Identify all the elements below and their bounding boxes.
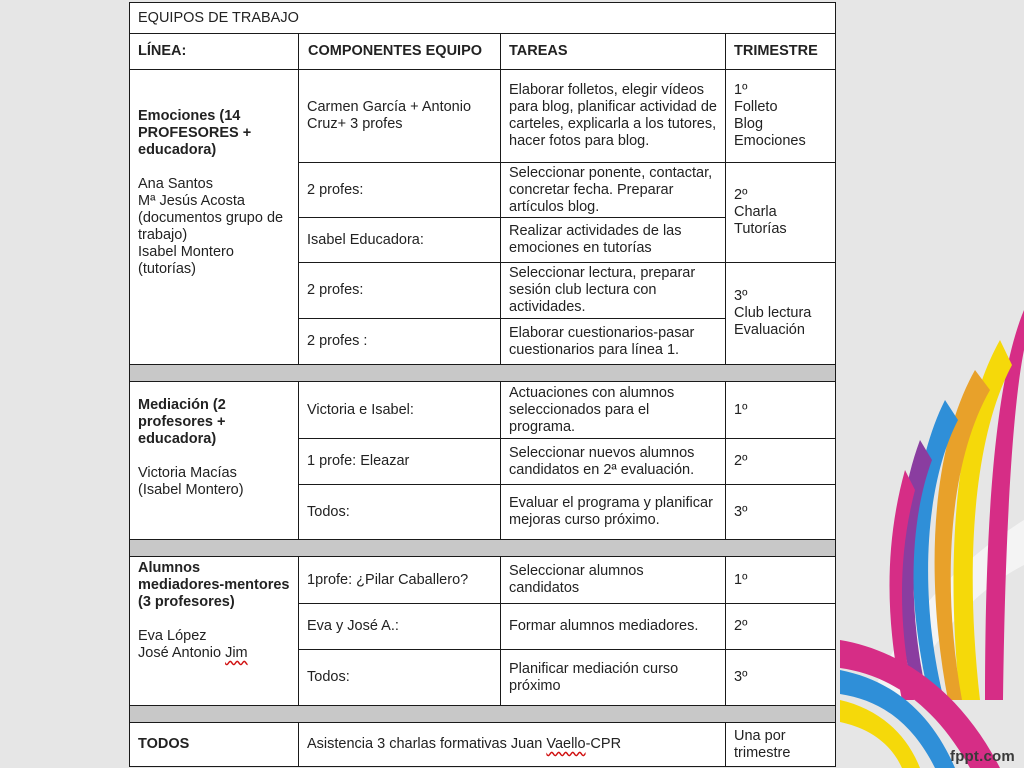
alumnos-comp-0: 1profe: ¿Pilar Caballero? xyxy=(298,556,501,604)
alumnos-linea-cell xyxy=(129,556,299,706)
mediacion-trim-0: 1º xyxy=(725,381,836,439)
emociones-linea-cell xyxy=(129,69,299,365)
equipos-table xyxy=(129,2,836,767)
emociones-comp-4: 2 profes : xyxy=(298,318,501,365)
emociones-trim-1: 1º Folleto Blog Emociones xyxy=(725,69,836,163)
mediacion-comp-0: Victoria e Isabel: xyxy=(298,381,501,439)
emociones-comp-2: Isabel Educadora: xyxy=(298,217,501,263)
mediacion-tarea-0: Actuaciones con alumnos seleccionados para el programa. xyxy=(500,381,726,439)
emociones-tarea-1: Seleccionar ponente, contactar, concretar fecha. Preparar artículos blog. xyxy=(500,162,726,218)
alumnos-comp-1: Eva y José A.: xyxy=(298,603,501,650)
alumnos-trim-1: 2º xyxy=(725,603,836,650)
emociones-tarea-3: Seleccionar lectura, preparar sesión club lectura con actividades. xyxy=(500,262,726,319)
emociones-trim-2: 2º Charla Tutorías xyxy=(725,162,836,263)
header-componentes: COMPONENTES EQUIPO xyxy=(298,33,501,70)
emociones-comp-1: 2 profes: xyxy=(298,162,501,218)
emociones-members: Ana Santos Mª Jesús Acosta (documentos grupo de trabajo) Isabel Montero (tutorías) xyxy=(138,176,284,277)
emociones-tarea-4: Elaborar cuestionarios-pasar cuestionarios para línea 1. xyxy=(500,318,726,365)
mediacion-trim-1: 2º xyxy=(725,438,836,485)
alumnos-tarea-0: Seleccionar alumnos candidatos xyxy=(500,556,726,604)
mediacion-title: Mediación (2 profesores + educadora) xyxy=(138,397,226,447)
alumnos-tarea-2: Planificar mediación curso próximo xyxy=(500,649,726,706)
alumnos-title: Alumnos mediadores-mentores (3 profesores) xyxy=(138,560,290,610)
alumnos-comp-2: Todos: xyxy=(298,649,501,706)
alumnos-trim-2: 3º xyxy=(725,649,836,706)
todos-trimestre: Una por trimestre xyxy=(725,722,836,767)
mediacion-linea-cell xyxy=(129,381,299,540)
table-title: EQUIPOS DE TRABAJO xyxy=(129,2,836,34)
todos-label: TODOS xyxy=(129,722,299,767)
emociones-trim-3: 3º Club lectura Evaluación xyxy=(725,262,836,365)
header-trimestre: TRIMESTRE xyxy=(725,33,836,70)
emociones-tarea-0: Elaborar folletos, elegir vídeos para blog, planificar actividad de carteles, explicarla a los tutores, hacer fotos para blog. xyxy=(500,69,726,163)
separator-row-1 xyxy=(129,364,836,382)
header-linea: LÍNEA: xyxy=(129,33,299,70)
emociones-title: Emociones (14 PROFESORES + educadora) xyxy=(138,108,252,158)
fppt-watermark: fppt.com xyxy=(950,748,1015,765)
todos-asistencia: Asistencia 3 charlas formativas Juan Vaello-CPR xyxy=(298,722,726,767)
separator-row-3 xyxy=(129,705,836,723)
alumnos-members: Eva López José Antonio Jim xyxy=(138,628,248,661)
alumnos-trim-0: 1º xyxy=(725,556,836,604)
mediacion-trim-2: 3º xyxy=(725,484,836,540)
separator-row-2 xyxy=(129,539,836,557)
mediacion-tarea-1: Seleccionar nuevos alumnos candidatos en 2ª evaluación. xyxy=(500,438,726,485)
emociones-comp-0: Carmen García + Antonio Cruz+ 3 profes xyxy=(298,69,501,163)
mediacion-comp-2: Todos: xyxy=(298,484,501,540)
mediacion-tarea-2: Evaluar el programa y planificar mejoras curso próximo. xyxy=(500,484,726,540)
emociones-tarea-2: Realizar actividades de las emociones en tutorías xyxy=(500,217,726,263)
alumnos-tarea-1: Formar alumnos mediadores. xyxy=(500,603,726,650)
header-tareas: TAREAS xyxy=(500,33,726,70)
mediacion-members: Victoria Macías (Isabel Montero) xyxy=(138,465,244,498)
emociones-comp-3: 2 profes: xyxy=(298,262,501,319)
mediacion-comp-1: 1 profe: Eleazar xyxy=(298,438,501,485)
